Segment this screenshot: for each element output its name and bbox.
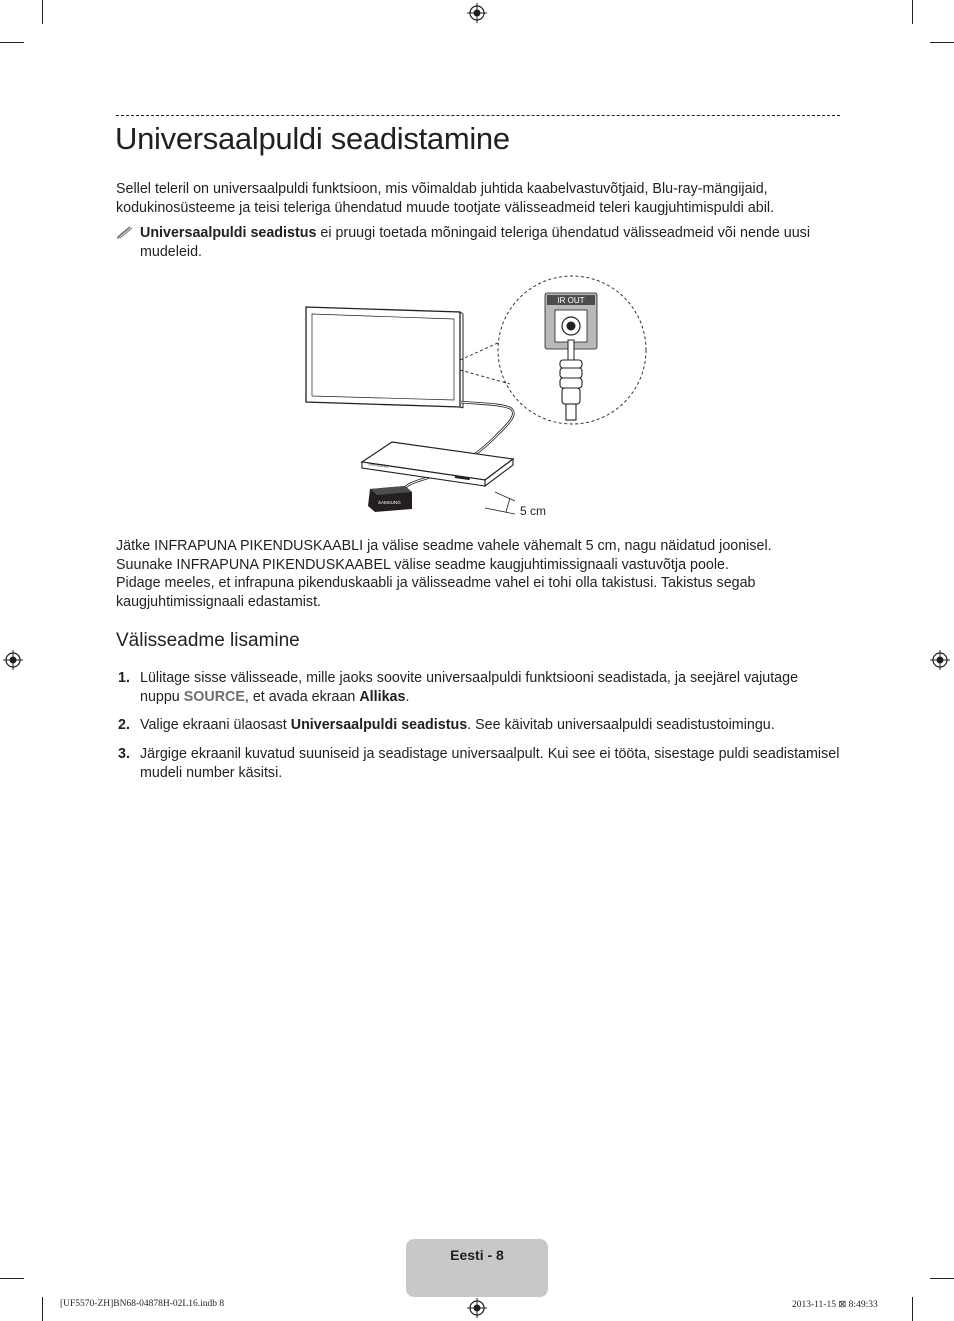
crop-mark xyxy=(0,1278,24,1279)
box-brand-text: SAMSUNG xyxy=(367,461,389,469)
note-text: ei pruugi toetada mõningaid teleriga ühendatud välisseadmeid või nende uusi mudeleid. xyxy=(140,225,810,260)
instruction-line-2: Suunake INFRAPUNA PIKENDUSKAABEL välise seadme kaugjuhtimissignaali vastuvõtja poole. xyxy=(116,557,729,573)
step-text: Lülitage sisse välisseade, mille jaoks soovite universaalpuldi funktsiooni seadistada, ja seejärel vajutage nuppu SOURCE, et avada ekraan Allikas. xyxy=(140,670,799,705)
tv-illustration xyxy=(306,307,463,408)
instruction-line-3: Pidage meeles, et infrapuna pikenduskaabli ja välisseadme vahel ei tohi olla takistusi. Takistus segab kaugjuhtimissignaali edastamist. xyxy=(116,575,756,610)
registration-mark-icon xyxy=(930,650,950,670)
step-text: Järgige ekraanil kuvatud suuniseid ja seadistage universaalpult. Kui see ei tööta, sisestage puldi seadistamisel mudeli number käsitsi. xyxy=(140,746,840,781)
crop-mark xyxy=(930,42,954,43)
step-text: Valige ekraani ülaosast Universaalpuldi seadistus. See käivitab universaalpuldi seadistustoimingu. xyxy=(140,717,775,733)
ir-blaster-illustration xyxy=(368,486,412,512)
crop-mark xyxy=(0,42,24,43)
page-number: Eesti - 8 xyxy=(450,1247,504,1263)
external-device-illustration xyxy=(362,442,513,486)
crop-mark xyxy=(912,1297,913,1321)
crop-mark xyxy=(912,0,913,24)
instruction-line-1: Jätke INFRAPUNA PIKENDUSKAABLI ja välise seadme vahele vähemalt 5 cm, nagu näidatud joonisel. xyxy=(116,538,772,554)
note-bold: Universaalpuldi seadistus xyxy=(140,225,317,241)
registration-mark-icon xyxy=(467,3,487,23)
print-slug-left: [UF5570-ZH]BN68-04878H-02L16.indb 8 xyxy=(60,1299,225,1309)
source-button-label: SOURCE xyxy=(183,689,245,705)
crop-mark xyxy=(930,1278,954,1279)
crop-mark xyxy=(42,1297,43,1321)
print-slug-right: 2013-11-15 ⊠ 8:49:33 xyxy=(792,1300,878,1310)
step-number: 1. xyxy=(118,670,130,686)
crop-mark xyxy=(42,0,43,24)
registration-mark-icon xyxy=(3,650,23,670)
page-title: Universaalpuldi seadistamine xyxy=(115,121,510,156)
blaster-brand-text: SAMSUNG xyxy=(378,500,401,505)
distance-label: 5 cm xyxy=(520,504,547,518)
section-title: Välisseadme lisamine xyxy=(116,630,300,651)
ir-cable-illustration xyxy=(300,272,650,522)
menu-name: Universaalpuldi seadistus xyxy=(290,717,468,733)
pencil-note-icon xyxy=(116,224,134,240)
step-number: 2. xyxy=(118,717,130,733)
note-paragraph xyxy=(140,224,840,262)
title-divider xyxy=(116,115,840,116)
registration-mark-icon xyxy=(467,1298,487,1318)
screen-name: Allikas xyxy=(359,689,406,705)
intro-paragraph: Sellel teleril on universaalpuldi funktsioon, mis võimaldab juhtida kaabelvastuvõtjaid, Blu-ray-mängijaid, kodukinosüsteeme ja teisi teleriga ühendatud muude tootjate välisseadmeid teleri kaugjuhtimispuldi abil. xyxy=(116,181,775,216)
ir-out-label: IR OUT xyxy=(557,296,585,305)
step-number: 3. xyxy=(118,746,130,762)
